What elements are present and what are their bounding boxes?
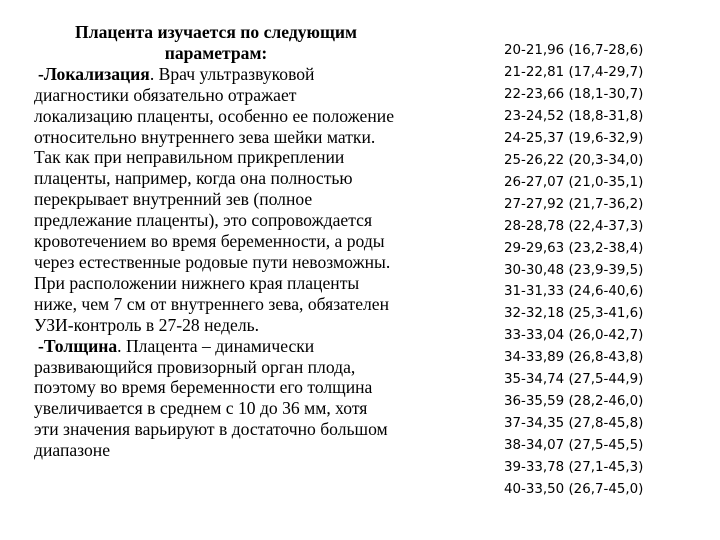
norm-row: 31-31,33 (24,6-40,6) <box>504 284 644 300</box>
norm-row: 21-22,81 (17,4-29,7) <box>504 64 644 80</box>
norm-row: 23-24,52 (18,8-31,8) <box>504 108 644 124</box>
norm-row: 24-25,37 (19,6-32,9) <box>504 130 644 146</box>
norm-row: 25-26,22 (20,3-34,0) <box>504 152 644 168</box>
localization-lead: -Локализация <box>38 63 150 84</box>
norm-row: 36-35,59 (28,2-46,0) <box>504 394 644 410</box>
localization-text: . Врач ультразвуковой диагностики обязательно отражает локализацию плаценты, особенно ее положение относительно внутреннего зева шейки матки. Так как при неправильном прикреплении плаценты, например, когда она полностью перекрывает внутренний зев (полное предлежание плаценты), это сопровождается кровотечением во время беременности, а роды через естественные родовые пути невозможны. При расположении нижнего края плаценты ниже, чем 7 см от внутреннего зева, обязателен УЗИ-контроль в 27-28 недель. <box>34 63 395 335</box>
norm-row: 34-33,89 (26,8-43,8) <box>504 350 644 366</box>
thickness-text: . Плацента – динамически развивающийся провизорный орган плода, поэтому во время беременности его толщина увеличивается в среднем с 10 до 36 мм, хотя эти значения варьируют в достаточно большом диапазоне <box>34 335 388 461</box>
norm-row: 29-29,63 (23,2-38,4) <box>504 240 644 256</box>
thickness-lead: -Толщина <box>38 335 118 356</box>
localization-paragraph <box>34 64 394 336</box>
norm-row: 33-33,04 (26,0-42,7) <box>504 328 644 344</box>
norm-row: 20-21,96 (16,7-28,6) <box>504 43 644 58</box>
norm-row: 30-30,48 (23,9-39,5) <box>504 262 644 278</box>
norm-row: 37-34,35 (27,8-45,8) <box>504 416 644 432</box>
norm-row: 28-28,78 (22,4-37,3) <box>504 218 644 234</box>
norm-row: 32-32,18 (25,3-41,6) <box>504 306 644 322</box>
norm-row: 38-34,07 (27,5-45,5) <box>504 438 644 454</box>
slide-title: Плацента изучается по следующим параметрам: <box>75 22 357 63</box>
norm-row: 35-34,74 (27,5-44,9) <box>504 372 644 388</box>
placenta-thickness-norms-list <box>504 40 684 501</box>
text-column <box>34 22 394 461</box>
norm-row: 26-27,07 (21,0-35,1) <box>504 174 644 190</box>
norm-row: 22-23,66 (18,1-30,7) <box>504 86 644 102</box>
norm-row: 39-33,78 (27,1-45,3) <box>504 460 644 476</box>
norm-row: 27-27,92 (21,7-36,2) <box>504 196 644 212</box>
thickness-paragraph <box>34 336 394 461</box>
norm-row: 40-33,50 (26,7-45,0) <box>504 482 644 498</box>
